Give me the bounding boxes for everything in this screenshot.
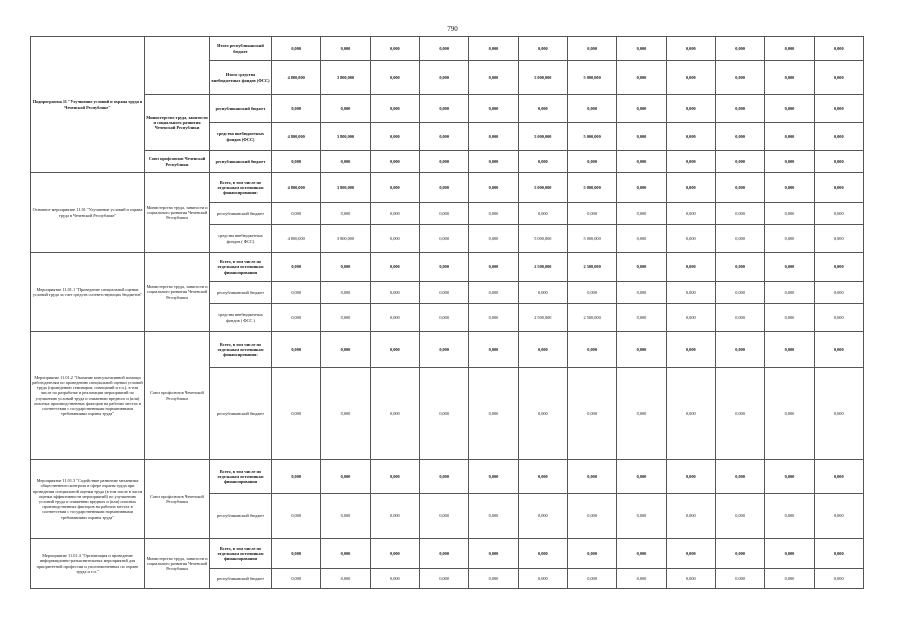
value-cell: 0,000 [715,173,764,203]
value-cell: 0,000 [814,95,863,123]
value-cell: 0,000 [666,282,715,304]
funding-source-cell: Итого средства внебюджетных фондов (ФСС) [210,61,272,95]
value-cell: 0,000 [321,151,370,173]
funding-source-cell: средства внебюджетных фондов ( ФСС) [210,225,272,253]
value-cell: 0,000 [518,151,567,173]
value-cell: 0,000 [666,332,715,368]
value-cell: 0,000 [469,253,518,282]
value-cell: 0,000 [715,203,764,225]
value-cell: 0,000 [715,539,764,569]
value-cell: 0,000 [419,95,468,123]
value-cell: 0,000 [765,225,814,253]
value-cell: 0,000 [617,569,666,589]
value-cell: 0,000 [518,569,567,589]
funding-source-cell: республиканский бюджет [210,282,272,304]
value-cell: 0,000 [321,282,370,304]
value-cell: 0,000 [321,304,370,332]
value-cell: 0,000 [567,203,616,225]
value-cell: 0,000 [666,539,715,569]
page-number: 790 [447,25,458,33]
value-cell: 0,000 [321,95,370,123]
value-cell: 0,000 [419,173,468,203]
executor-cell: Министерство труда, занятости и социального развития Чеченской Республики [145,539,210,589]
value-cell: 0,000 [765,332,814,368]
value-cell: 0,000 [370,123,419,151]
value-cell: 0,000 [814,173,863,203]
value-cell: 5 000,000 [567,225,616,253]
table-row [31,332,864,368]
value-cell: 0,000 [419,61,468,95]
value-cell: 4 800,000 [272,61,321,95]
value-cell: 0,000 [567,282,616,304]
value-cell: 0,000 [272,95,321,123]
value-cell: 0,000 [567,539,616,569]
funding-source-cell: Всего, в том числе по отдельным источникам финансирования: [210,173,272,203]
value-cell: 0,000 [567,332,616,368]
funding-source-cell: республиканский бюджет [210,494,272,539]
funding-source-cell: республиканский бюджет [210,95,272,123]
funding-source-cell: республиканский бюджет [210,203,272,225]
value-cell: 5 000,000 [518,61,567,95]
value-cell: 0,000 [617,304,666,332]
value-cell: 0,000 [814,304,863,332]
value-cell: 0,000 [321,37,370,61]
value-cell: 0,000 [765,173,814,203]
value-cell: 0,000 [272,37,321,61]
value-cell: 0,000 [814,539,863,569]
value-cell: 0,000 [814,203,863,225]
funding-source-cell: Всего, в том числе по отдельным источникам финансирования [210,460,272,494]
value-cell: 0,000 [469,368,518,460]
value-cell: 0,000 [370,37,419,61]
value-cell: 0,000 [715,569,764,589]
funding-source-cell: средства внебюджетных фондов (ФСС) [210,123,272,151]
value-cell: 0,000 [765,203,814,225]
value-cell: 0,000 [272,460,321,494]
value-cell: 0,000 [765,569,814,589]
value-cell: 0,000 [666,203,715,225]
value-cell: 2 500,000 [518,304,567,332]
value-cell: 5 000,000 [567,173,616,203]
value-cell: 0,000 [419,203,468,225]
value-cell: 0,000 [617,253,666,282]
value-cell: 0,000 [321,460,370,494]
value-cell: 0,000 [469,37,518,61]
value-cell: 0,000 [518,203,567,225]
funding-source-cell: Всего, в том числе по отдельным источникам финансирования [210,539,272,569]
executor-cell: Союз профсоюзов Чеченской Республики [145,151,210,173]
value-cell: 0,000 [469,494,518,539]
value-cell: 2 500,000 [567,253,616,282]
value-cell: 0,000 [518,282,567,304]
value-cell: 0,000 [814,123,863,151]
value-cell: 0,000 [666,151,715,173]
table-row [31,151,864,173]
value-cell: 3 800,000 [321,173,370,203]
value-cell: 0,000 [814,37,863,61]
value-cell: 0,000 [272,282,321,304]
value-cell: 0,000 [765,368,814,460]
value-cell: 0,000 [370,61,419,95]
value-cell: 0,000 [469,95,518,123]
value-cell: 2 500,000 [567,304,616,332]
value-cell: 0,000 [272,253,321,282]
program-name-cell: Мероприятие 11.01.1 "Проведение специальной оценки условий труда за счет средств соответствующих бюджетов" [31,253,145,332]
value-cell: 5 000,000 [567,61,616,95]
value-cell: 0,000 [617,151,666,173]
value-cell: 0,000 [765,95,814,123]
value-cell: 0,000 [765,123,814,151]
value-cell: 0,000 [567,151,616,173]
value-cell: 0,000 [419,253,468,282]
value-cell: 0,000 [370,151,419,173]
value-cell: 0,000 [765,304,814,332]
value-cell: 0,000 [272,304,321,332]
value-cell: 0,000 [469,225,518,253]
value-cell: 4 800,000 [272,173,321,203]
value-cell: 3 800,000 [321,123,370,151]
value-cell: 0,000 [419,151,468,173]
value-cell: 0,000 [518,460,567,494]
value-cell: 0,000 [518,95,567,123]
value-cell: 0,000 [370,282,419,304]
value-cell: 0,000 [617,460,666,494]
value-cell: 0,000 [814,61,863,95]
value-cell: 0,000 [814,282,863,304]
program-name-cell: Подпрограмма 11 "Улучшение условий и охрана труда в Чеченской Республике" [31,37,145,173]
value-cell: 0,000 [765,460,814,494]
value-cell: 0,000 [370,95,419,123]
value-cell: 0,000 [666,460,715,494]
value-cell: 0,000 [567,368,616,460]
value-cell: 3 800,000 [321,225,370,253]
value-cell: 0,000 [469,61,518,95]
value-cell: 0,000 [321,203,370,225]
value-cell: 0,000 [715,253,764,282]
value-cell: 0,000 [814,225,863,253]
value-cell: 0,000 [814,253,863,282]
value-cell: 0,000 [370,304,419,332]
value-cell: 0,000 [617,173,666,203]
value-cell: 0,000 [814,494,863,539]
value-cell: 4 800,000 [272,123,321,151]
value-cell: 0,000 [617,225,666,253]
table-row [31,95,864,123]
executor-cell: Министерство труда, занятости и социального развития Чеченской Республики [145,253,210,332]
value-cell: 0,000 [715,304,764,332]
value-cell: 0,000 [666,368,715,460]
value-cell: 0,000 [715,282,764,304]
value-cell: 0,000 [715,61,764,95]
value-cell: 0,000 [567,569,616,589]
value-cell: 0,000 [469,332,518,368]
value-cell: 0,000 [617,332,666,368]
value-cell: 0,000 [419,225,468,253]
funding-source-cell: Всего, в том числе по отдельным источникам финансирования [210,253,272,282]
value-cell: 5 000,000 [518,123,567,151]
value-cell: 4 800,000 [272,225,321,253]
table-row [31,539,864,569]
value-cell: 0,000 [617,494,666,539]
value-cell: 0,000 [666,225,715,253]
value-cell: 0,000 [567,37,616,61]
funding-source-cell: республиканский бюджет [210,151,272,173]
value-cell: 0,000 [617,539,666,569]
table-row [31,460,864,494]
value-cell: 0,000 [419,37,468,61]
value-cell: 0,000 [666,569,715,589]
table-row [31,173,864,203]
budget-table [30,36,864,589]
value-cell: 0,000 [370,253,419,282]
value-cell: 0,000 [370,569,419,589]
value-cell: 0,000 [617,282,666,304]
value-cell: 0,000 [765,494,814,539]
value-cell: 0,000 [814,460,863,494]
value-cell: 0,000 [715,225,764,253]
funding-source-cell: средства внебюджетных фондов ( ФСС ) [210,304,272,332]
value-cell: 0,000 [272,151,321,173]
table-row [31,37,864,61]
value-cell: 0,000 [715,494,764,539]
value-cell: 0,000 [370,494,419,539]
value-cell: 0,000 [666,95,715,123]
value-cell: 0,000 [370,203,419,225]
value-cell: 0,000 [814,151,863,173]
value-cell: 0,000 [617,368,666,460]
value-cell: 0,000 [715,332,764,368]
value-cell: 0,000 [419,332,468,368]
value-cell: 0,000 [370,173,419,203]
value-cell: 0,000 [469,151,518,173]
value-cell: 0,000 [321,253,370,282]
value-cell: 0,000 [814,569,863,589]
value-cell: 0,000 [272,539,321,569]
table-row [31,253,864,282]
executor-cell: Союз профсоюзов Чеченской Республики [145,460,210,539]
executor-cell: Министерство труда, занятости и социального развития Чеченской Республики [145,95,210,151]
value-cell: 0,000 [321,368,370,460]
value-cell: 0,000 [765,151,814,173]
executor-cell: Министерство труда, занятости и социального развития Чеченской Республики [145,173,210,253]
value-cell: 0,000 [272,494,321,539]
value-cell: 5 000,000 [518,225,567,253]
value-cell: 0,000 [419,368,468,460]
value-cell: 0,000 [321,539,370,569]
value-cell: 0,000 [370,539,419,569]
value-cell: 0,000 [469,304,518,332]
executor-cell: Союз профсоюзов Чеченской Республики [145,332,210,460]
funding-source-cell: республиканский бюджет [210,368,272,460]
program-name-cell: Мероприятие 11.01.3 "Содействие развитию механизма общественного контроля в сфере охраны труда при проведении специальной оценки труда (в том числе в части оценки эффективности мероприятий) по улучшению условий труда и снижению вредных и (или) опасных производственных факторов на рабочих местах в соответствии с государственными нормативными требованиями охраны труда" [31,460,145,539]
value-cell: 0,000 [370,368,419,460]
value-cell: 0,000 [765,539,814,569]
value-cell: 0,000 [419,460,468,494]
value-cell: 0,000 [666,173,715,203]
program-name-cell: Основное мероприятие 11.01 "Улучшение условий и охрана труда в Чеченской Республике" [31,173,145,253]
value-cell: 0,000 [666,61,715,95]
value-cell: 0,000 [321,569,370,589]
value-cell: 0,000 [518,37,567,61]
value-cell: 0,000 [419,569,468,589]
value-cell: 0,000 [272,569,321,589]
value-cell: 0,000 [272,203,321,225]
funding-source-cell: Всего, в том числе по отдельным источникам финансирования: [210,332,272,368]
value-cell: 0,000 [419,304,468,332]
value-cell: 0,000 [567,494,616,539]
value-cell: 0,000 [518,494,567,539]
executor-cell [145,37,210,95]
value-cell: 0,000 [715,151,764,173]
value-cell: 0,000 [321,494,370,539]
program-name-cell: Мероприятие 11.01.4 "Организация и проведение информационно-разъяснительных мероприятий для приоритетной профессии и уполномоченных по охране труда и т.п." [31,539,145,589]
value-cell: 0,000 [715,368,764,460]
value-cell: 0,000 [469,460,518,494]
value-cell: 0,000 [469,282,518,304]
value-cell: 0,000 [419,123,468,151]
value-cell: 0,000 [715,95,764,123]
value-cell: 0,000 [666,304,715,332]
value-cell: 0,000 [370,225,419,253]
value-cell: 0,000 [272,368,321,460]
value-cell: 0,000 [469,539,518,569]
value-cell: 0,000 [419,539,468,569]
value-cell: 0,000 [617,37,666,61]
value-cell: 3 800,000 [321,61,370,95]
value-cell: 2 500,000 [518,253,567,282]
value-cell: 0,000 [567,95,616,123]
value-cell: 0,000 [617,61,666,95]
value-cell: 0,000 [666,253,715,282]
value-cell: 0,000 [419,282,468,304]
value-cell: 0,000 [715,123,764,151]
value-cell: 0,000 [765,37,814,61]
value-cell: 0,000 [715,37,764,61]
value-cell: 0,000 [617,95,666,123]
program-name-cell: Мероприятие 11.01.2 "Оказание консультативной помощи работодателям по проведению специальной оценки условий труда (проведению семинаров, совещаний и т.п.), в том числе по разработке и реализации мероприятий по улучшению условий труда и снижению вредного и (или) опасных производственных факторов на рабочих местах в соответствии с государственными нормативными требованиями охраны труда" [31,332,145,460]
value-cell: 0,000 [518,539,567,569]
value-cell: 0,000 [567,460,616,494]
value-cell: 0,000 [469,203,518,225]
value-cell: 0,000 [617,123,666,151]
value-cell: 0,000 [518,332,567,368]
value-cell: 0,000 [814,368,863,460]
value-cell: 0,000 [814,332,863,368]
value-cell: 0,000 [617,203,666,225]
value-cell: 0,000 [765,61,814,95]
value-cell: 5 000,000 [518,173,567,203]
funding-source-cell: республиканский бюджет [210,569,272,589]
value-cell: 0,000 [321,332,370,368]
value-cell: 0,000 [469,123,518,151]
value-cell: 0,000 [518,368,567,460]
value-cell: 0,000 [666,494,715,539]
value-cell: 0,000 [469,569,518,589]
value-cell: 0,000 [666,123,715,151]
value-cell: 0,000 [370,332,419,368]
value-cell: 0,000 [715,460,764,494]
value-cell: 0,000 [765,282,814,304]
value-cell: 0,000 [765,253,814,282]
value-cell: 0,000 [272,332,321,368]
value-cell: 0,000 [469,173,518,203]
value-cell: 0,000 [666,37,715,61]
value-cell: 0,000 [419,494,468,539]
funding-source-cell: Итого республиканский бюджет [210,37,272,61]
value-cell: 5 000,000 [567,123,616,151]
value-cell: 0,000 [370,460,419,494]
